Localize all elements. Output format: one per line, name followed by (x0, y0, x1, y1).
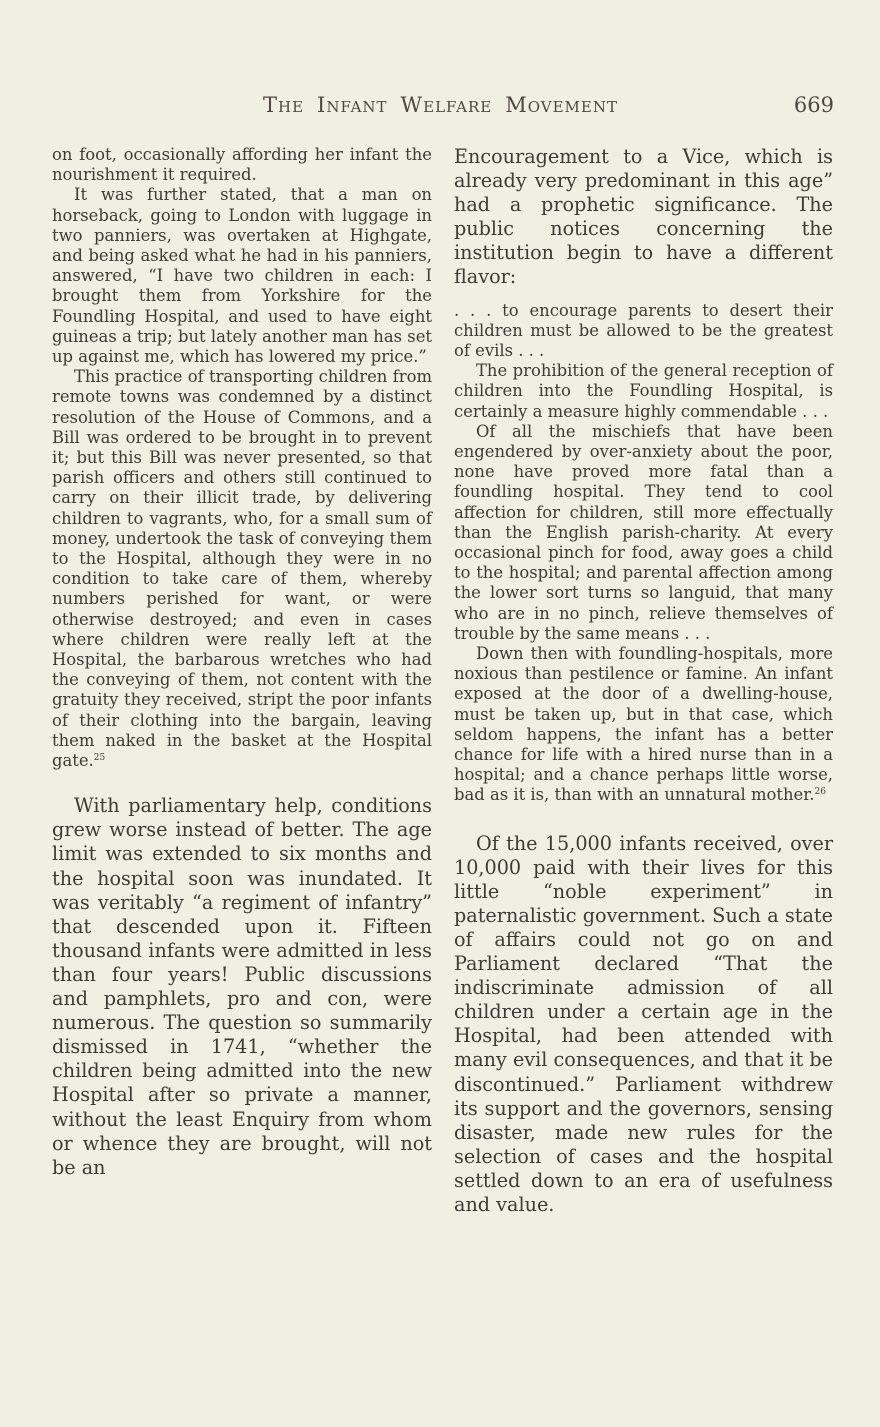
paragraph-3 (52, 367, 432, 771)
quotation-2: The prohibition of the general reception of children into the Foundling Hospital, is certainly a measure highly commendable . . . (454, 361, 833, 421)
paragraph-3-text: This practice of transporting children from remote towns was condemned by a distinct resolution of the House of Commons, and a Bill was ordered to be brought in to prevent it; but this Bill was never presented, so that parish officers and others still continued to carry on their illicit trade, by delivering children to vagrants, who, for a small sum of money, undertook the task of conveying them to the Hospital, although they were in no condition to take care of them, whereby numbers perished for want, or were otherwise destroyed; and even in cases where children were really left at the Hospital, the barbarous wretches who had the conveying of them, not content with the gratuity they received, stript the poor infants of their clothing into the bargain, leaving them naked in the basket at the Hospital gate. (52, 367, 432, 771)
paragraph-1: on foot, occasionally affording her infant the nourishment it required. (52, 145, 432, 185)
quotation-4 (454, 644, 833, 806)
paragraph-continued: Encouragement to a Vice, which is already very predominant in this age” had a prophetic significance. The public notices concerning the institution begin to have a different flavor: (454, 145, 833, 289)
paragraph-2: It was further stated, that a man on horseback, going to London with luggage in two panniers, was overtaken at Highgate, and being asked what he had in his panniers, answered, “I have two children in each: I brought them from Yorkshire for the Foundling Hospital, and used to have eight guineas a trip; but lately another man has set up against me, which has lowered my price.” (52, 185, 432, 367)
footnote-ref-26: 26 (814, 787, 826, 798)
page-number: 669 (793, 93, 834, 117)
running-head: The Infant Welfare Movement (263, 93, 618, 117)
quotation-1: . . . to encourage parents to desert their children must be allowed to be the greatest of evils . . . (454, 300, 833, 360)
paragraph-4: With parliamentary help, conditions grew worse instead of better. The age limit was extended to six months and the hospital soon was inundated. It was veritably “a regiment of infantry” that descended upon it. Fifteen thousand infants were admitted in less than four years! Public discussions and pamphlets, pro and con, were numerous. The question so summarily dismissed in 1741, “whether the children being admitted into the new Hospital after so private a manner, without the least Enquiry from whom or whence they are brought, will not be an (52, 794, 432, 1179)
quotation-3: Of all the mischiefs that have been engendered by over-anxiety about the poor, none have proved more fatal than a foundling hospital. They tend to cool affection for children, still more effectually than the English parish-charity. At every occasional pinch for food, away goes a child to the hospital; and parental affection among the lower sort turns so languid, that many who are in no pinch, relieve themselves of trouble by the same means . . . (454, 421, 833, 643)
footnote-ref-25: 25 (93, 753, 106, 764)
quotation-4-text: Down then with foundling-hospitals, more noxious than pestilence or famine. An infant exposed at the door of a dwelling-house, must be taken up, but in that case, which seldom happens, the infant has a better chance for life with a hired nurse than in a hospital; and a chance perhaps little worse, bad as it is, than with an unnatural mother. (454, 644, 833, 805)
paragraph-final: Of the 15,000 infants received, over 10,000 paid with their lives for this little “noble experiment” in paternalistic government. Such a state of affairs could not go on and Parliament declared “That the indiscriminate admission of all children under a certain age in the Hospital, had been attended with many evil consequences, and that it be discontinued.” Parliament withdrew its support and the governors, sensing disaster, made new rules for the selection of cases and the hospital settled down to an era of usefulness and value. (454, 831, 833, 1217)
left-column (52, 145, 432, 1180)
right-column (454, 145, 833, 1217)
